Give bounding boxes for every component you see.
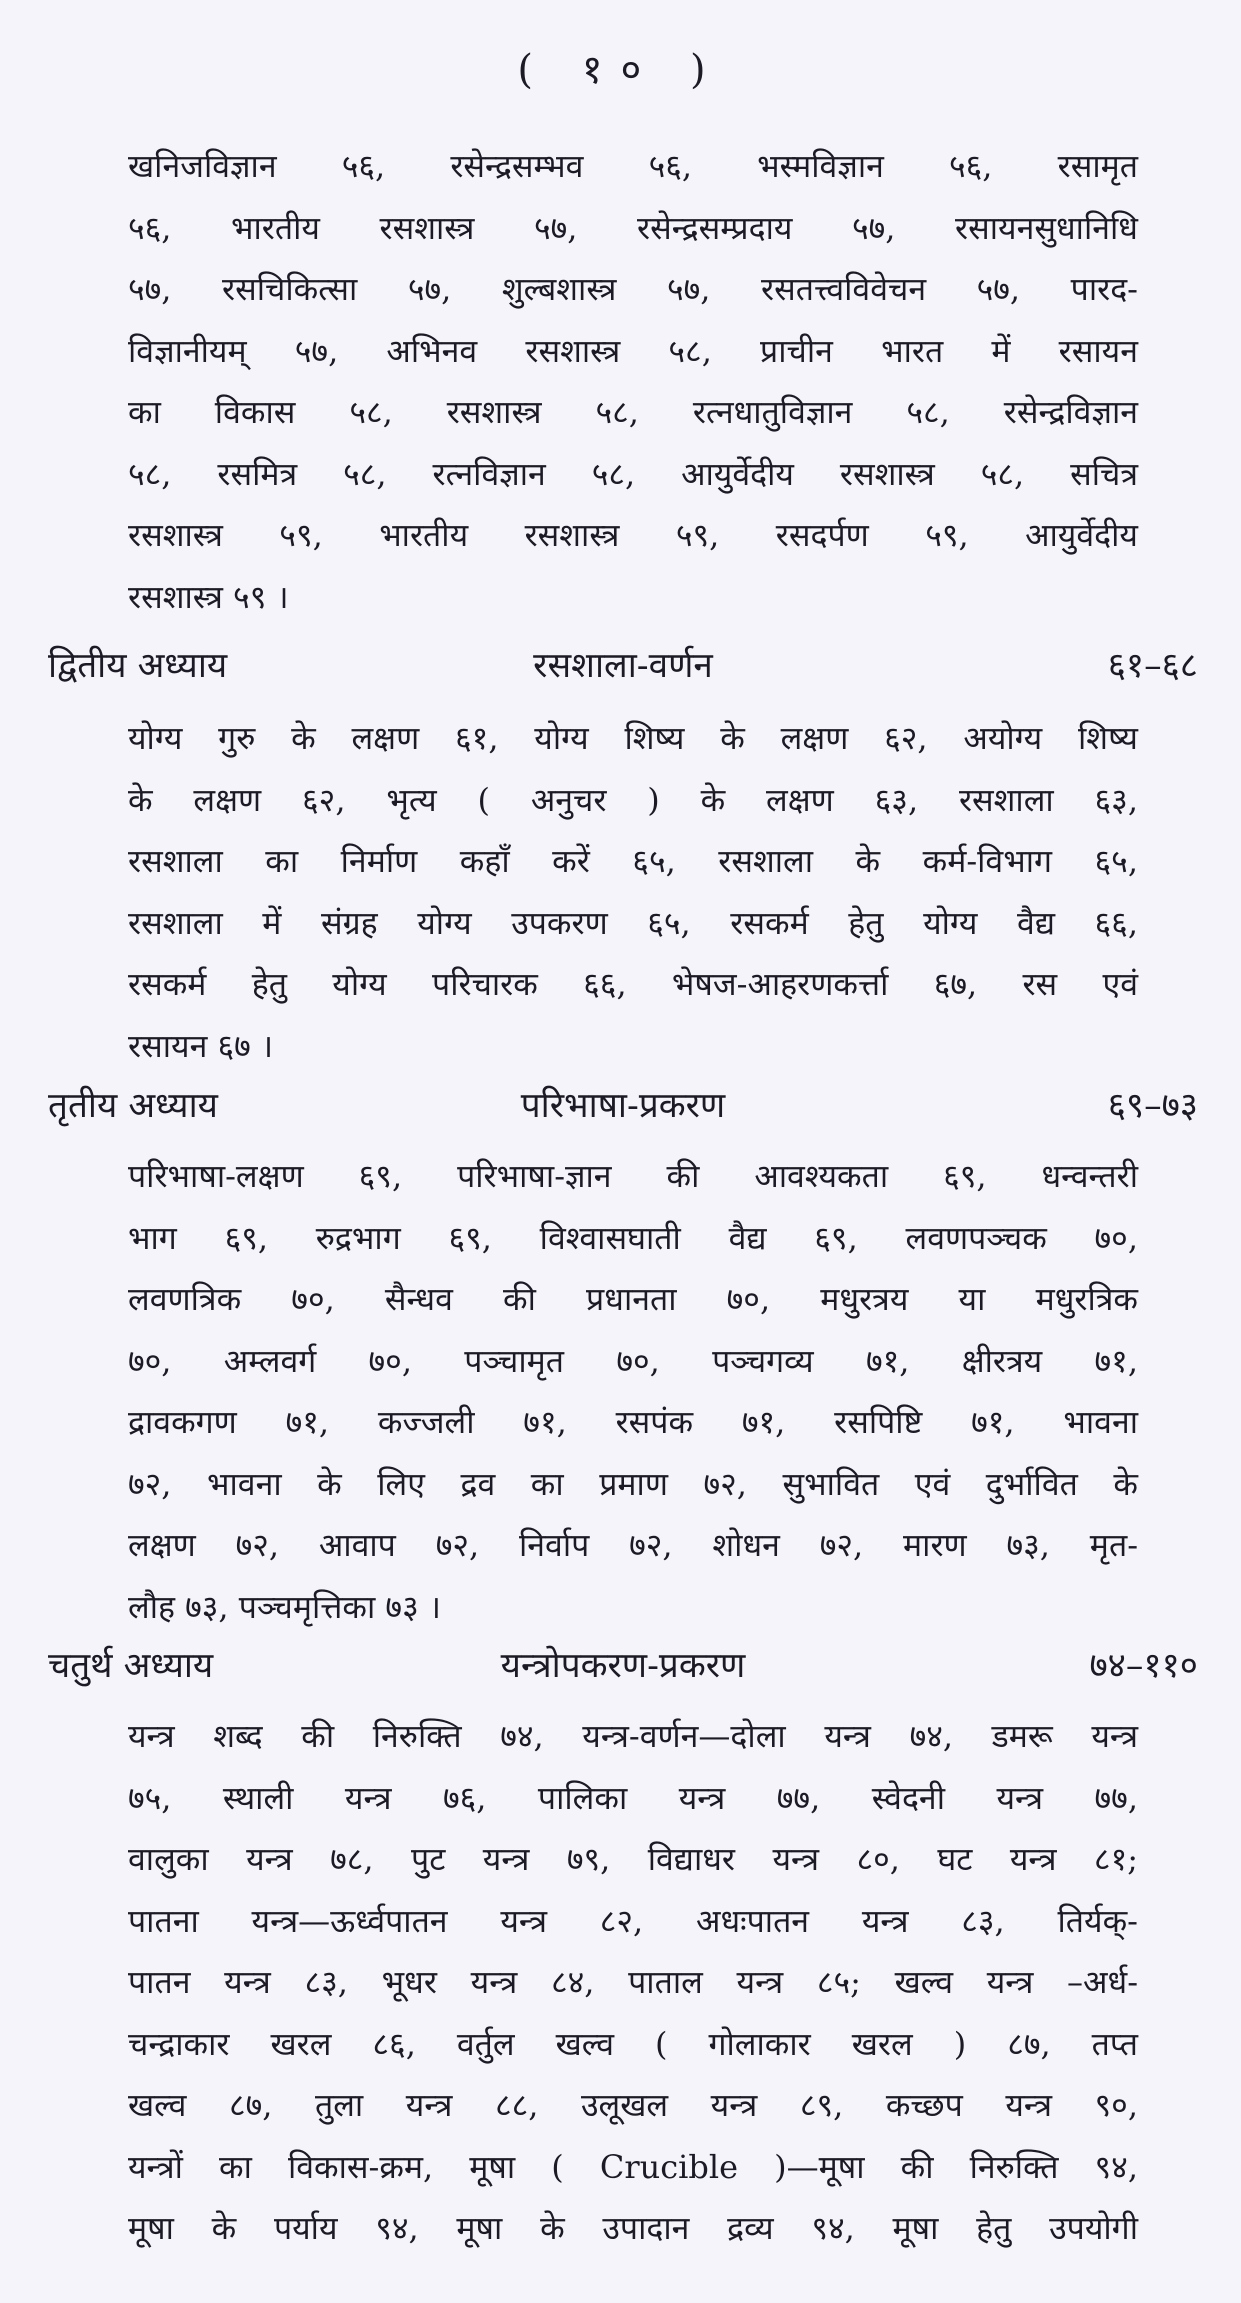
text-line: द्रावकगण ७१, कज्जली ७१, रसपंक ७१, रसपिष्टि ७१, भावना bbox=[128, 1403, 1138, 1441]
text-line: ५८, रसमित्र ५८, रत्नविज्ञान ५८, आयुर्वेदीय रसशास्त्र ५८, सचित्र bbox=[128, 454, 1138, 493]
chapter-number: चतुर्थ अध्याय bbox=[48, 1646, 214, 1686]
page-number: ( १० ) bbox=[517, 47, 724, 93]
chapter-heading-4 bbox=[48, 1636, 1198, 1696]
chapter-heading-2 bbox=[48, 636, 1198, 696]
text-line: रसायन ६७ । bbox=[128, 1026, 274, 1065]
chapter-page-range: ७४–११० bbox=[1089, 1646, 1198, 1686]
text-line: वालुका यन्त्र ७८, पुट यन्त्र ७९, विद्याधर यन्त्र ८०, घट यन्त्र ८१; bbox=[128, 1840, 1138, 1878]
chapter-title: परिभाषा-प्रकरण bbox=[520, 1086, 726, 1126]
intro-paragraph bbox=[128, 136, 1138, 628]
text-line: योग्य गुरु के लक्षण ६१, योग्य शिष्य के लक्षण ६२, अयोग्य शिष्य bbox=[128, 719, 1138, 757]
text-line: के लक्षण ६२, भृत्य ( अनुचर ) के लक्षण ६३, रसशाला ६३, bbox=[128, 780, 1138, 819]
text-line: रसशास्त्र ५९, भारतीय रसशास्त्र ५९, रसदर्पण ५९, आयुर्वेदीय bbox=[128, 516, 1138, 554]
chapter-number: तृतीय अध्याय bbox=[48, 1086, 218, 1126]
chapter-3-contents bbox=[128, 1146, 1138, 1638]
text-line: परिभाषा-लक्षण ६९, परिभाषा-ज्ञान की आवश्यकता ६९, धन्वन्तरी bbox=[128, 1157, 1138, 1195]
text-line: ७२, भावना के लिए द्रव का प्रमाण ७२, सुभावित एवं दुर्भावित के bbox=[128, 1464, 1138, 1503]
text-line: ७०, अम्लवर्ग ७०, पञ्चामृत ७०, पञ्चगव्य ७१, क्षीरत्रय ७१, bbox=[128, 1341, 1138, 1380]
text-line: विज्ञानीयम् ५७, अभिनव रसशास्त्र ५८, प्राचीन भारत में रसायन bbox=[128, 331, 1138, 370]
text-line: मूषा के पर्याय ९४, मूषा के उपादान द्रव्य ९४, मूषा हेतु उपयोगी bbox=[128, 2209, 1138, 2247]
chapter-2-contents bbox=[128, 708, 1138, 1077]
text-line: चन्द्राकार खरल ८६, वर्तुल खल्व ( गोलाकार खरल ) ८७, तप्त bbox=[128, 2024, 1138, 2063]
text-line: पातन यन्त्र ८३, भूधर यन्त्र ८४, पाताल यन्त्र ८५; खल्व यन्त्र –अर्ध- bbox=[128, 1963, 1138, 2001]
text-line: ५७, रसचिकित्सा ५७, शुल्बशास्त्र ५७, रसतत्त्वविवेचन ५७, पारद- bbox=[128, 270, 1138, 308]
text-line: भाग ६९, रुद्रभाग ६९, विश्वासघाती वैद्य ६९, लवणपञ्चक ७०, bbox=[128, 1218, 1138, 1257]
chapter-page-range: ६९–७३ bbox=[1107, 1086, 1198, 1126]
text-line: लक्षण ७२, आवाप ७२, निर्वाप ७२, शोधन ७२, मारण ७३, मृत- bbox=[128, 1526, 1138, 1564]
chapter-title: यन्त्रोपकरण-प्रकरण bbox=[500, 1646, 746, 1686]
text-line: खल्व ८७, तुला यन्त्र ८८, उलूखल यन्त्र ८९, कच्छप यन्त्र ९०, bbox=[128, 2086, 1138, 2124]
text-line: का विकास ५८, रसशास्त्र ५८, रत्नधातुविज्ञान ५८, रसेन्द्रविज्ञान bbox=[128, 393, 1138, 431]
chapter-page-range: ६१–६८ bbox=[1107, 646, 1198, 686]
text-line: यन्त्रों का विकास-क्रम, मूषा ( Crucible )—मूषा की निरुक्ति ९४, bbox=[128, 2147, 1138, 2186]
text-line: ७५, स्थाली यन्त्र ७६, पालिका यन्त्र ७७, स्वेदनी यन्त्र ७७, bbox=[128, 1778, 1138, 1817]
chapter-heading-3 bbox=[48, 1076, 1198, 1136]
text-line: रसशाला का निर्माण कहाँ करें ६५, रसशाला के कर्म-विभाग ६५, bbox=[128, 842, 1138, 880]
text-line: रसशाला में संग्रह योग्य उपकरण ६५, रसकर्म हेतु योग्य वैद्य ६६, bbox=[128, 903, 1138, 942]
text-line: खनिजविज्ञान ५६, रसेन्द्रसम्भव ५६, भस्मविज्ञान ५६, रसामृत bbox=[128, 147, 1138, 185]
chapter-title: रसशाला-वर्णन bbox=[533, 646, 713, 686]
text-line: ५६, भारतीय रसशास्त्र ५७, रसेन्द्रसम्प्रदाय ५७, रसायनसुधानिधि bbox=[128, 208, 1138, 247]
chapter-4-contents bbox=[128, 1706, 1138, 2260]
text-line: लवणत्रिक ७०, सैन्धव की प्रधानता ७०, मधुरत्रय या मधुरत्रिक bbox=[128, 1280, 1138, 1318]
text-line: यन्त्र शब्द की निरुक्ति ७४, यन्त्र-वर्णन—दोला यन्त्र ७४, डमरू यन्त्र bbox=[128, 1717, 1138, 1755]
text-line: लौह ७३, पञ्चमृत्तिका ७३ । bbox=[128, 1587, 442, 1626]
text-line: रसकर्म हेतु योग्य परिचारक ६६, भेषज-आहरणकर्त्ता ६७, रस एवं bbox=[128, 965, 1138, 1003]
chapter-number: द्वितीय अध्याय bbox=[48, 646, 228, 686]
text-line: रसशास्त्र ५९ । bbox=[128, 577, 289, 616]
text-line: पातना यन्त्र—ऊर्ध्वपातन यन्त्र ८२, अधःपातन यन्त्र ८३, तिर्यक्- bbox=[128, 1901, 1138, 1940]
